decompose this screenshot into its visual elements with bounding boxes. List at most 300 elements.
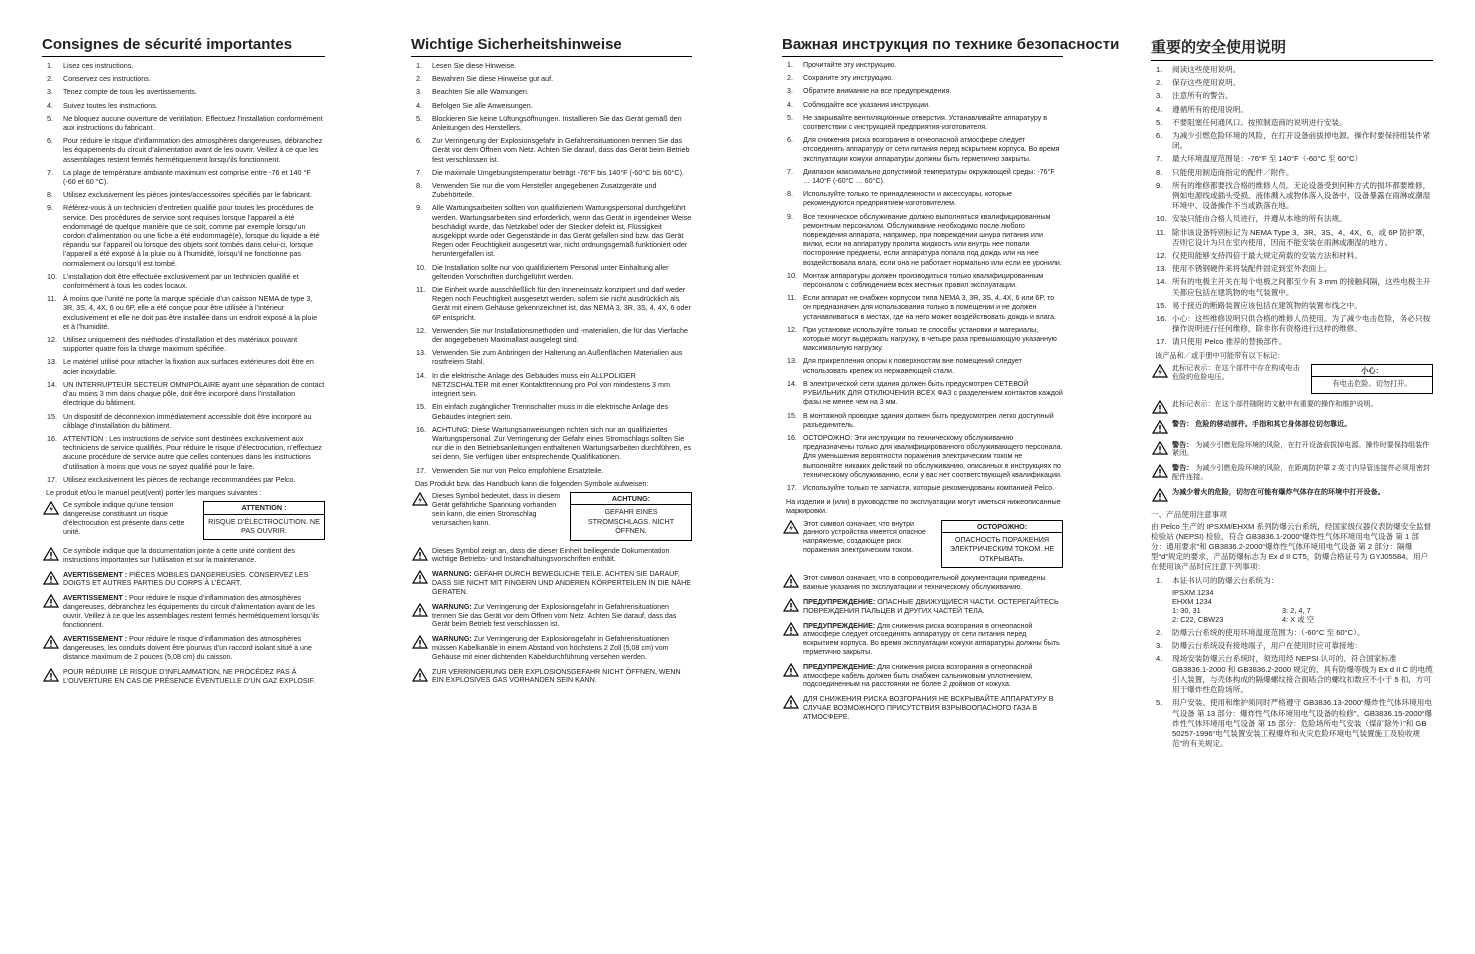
item-text: Conservez ces instructions. <box>63 74 151 84</box>
item-number: 11. <box>47 294 57 304</box>
item-number: 9. <box>416 203 422 213</box>
item-number: 6. <box>1156 131 1163 141</box>
item-number: 2. <box>47 74 53 84</box>
item-text: В электрической сети здания должен быть предусмотрен СЕТЕВОЙ РУБИЛЬНИК ДЛЯ ОТКЛЮЧЕНИЯ ВСЕХ ФАЗ с разделением контактов каждой фазы не менее чем на 3 мм. <box>803 379 1063 407</box>
item-number: 6. <box>47 136 53 146</box>
item-number: 12. <box>47 335 57 345</box>
column-french <box>42 36 325 941</box>
item-number: 5. <box>416 113 422 123</box>
item-number: 14. <box>47 379 57 389</box>
instruction-item <box>1151 314 1433 334</box>
model-code: 1: 30, 31 <box>1172 606 1201 616</box>
shock-symbol-note <box>1151 364 1305 382</box>
warning-notice <box>42 571 325 589</box>
item-text: Все техническое обслуживание должно выполняться квалифицированным ремонтным персоналом. Обслуживание необходимо после любого повреждения аппарата, например, при повреждении шнура питания или вилки, если на аппаратуру пролита жидкость или внутрь нее попали посторонние предметы, если аппаратура попала под дождь или на нее воздействовала влага, если она не работает нормально или если ее уронили. <box>803 212 1062 267</box>
item-number: 10. <box>787 271 797 280</box>
item-number: 1. <box>1156 575 1163 585</box>
caution-text: GEFAHR EINES STROMSCHLAGS. NICHT ÖFFNEN. <box>587 507 675 536</box>
item-number: 1. <box>47 61 53 70</box>
warning-label: 警告： <box>1172 419 1194 428</box>
safety-instructions-list <box>782 61 1063 493</box>
column-german <box>411 36 692 941</box>
shock-symbol-note <box>782 520 935 556</box>
warning-notice <box>1151 441 1433 459</box>
caution-label-box <box>941 520 1063 569</box>
instruction-item <box>1151 105 1433 115</box>
warning-text: Pour réduire le risque d’inflammation des atmosphères dangereuses, les conduits doivent être pourvus d’un raccord isolant situé à une distance maximum de 2 pouces (5,08 cm) du caisson. <box>63 635 312 661</box>
instruction-item <box>42 380 325 408</box>
instruction-item <box>411 136 692 164</box>
instruction-item <box>782 213 1063 268</box>
item-number: 5. <box>1156 117 1163 127</box>
symbols-intro: На изделии и (или) в руководстве по эксплуатации могут иметься нижеописанные маркировки. <box>786 497 1061 516</box>
shock-symbol-block <box>782 520 1063 569</box>
item-text: 除非该设备特别标记为 NEMA Type 3、3R、3S、4、4X、6、或 6P 防护罩，否则它设计为只在室内使用，因而不能安装在雨淋或潮湿的地方。 <box>1172 227 1430 247</box>
item-number: 4. <box>416 100 422 110</box>
item-number: 11. <box>416 285 426 295</box>
warning-notice <box>1151 464 1433 482</box>
item-number: 7. <box>787 167 793 176</box>
safety-instructions-list <box>1151 65 1433 348</box>
shock-symbol-text: Dieses Symbol bedeutet, dass in diesem Gerät gefährliche Spannung vorhanden sein kann, die einen Stromschlag verursachen kann. <box>432 491 561 527</box>
item-text: ATTENTION : Les instructions de service sont destinées exclusivement aux techniciens de service qualifiés. Pour réduire le risque d’électrocution, n’effectuez aucune procédure de service autre que celles contenues dans les instructions d’utilisation à moins que vous ne soyez qualifié pour le faire. <box>63 433 322 471</box>
item-number: 13. <box>787 357 797 366</box>
warning-label: AVERTISSEMENT : <box>63 635 128 644</box>
item-number: 17. <box>416 465 426 475</box>
item-number: 16. <box>47 433 57 443</box>
warning-notice <box>42 635 325 661</box>
instruction-item <box>411 74 692 83</box>
warning-text: ОПАСНЫЕ ДВИЖУЩИЕСЯ ЧАСТИ. ОСТЕРЕГАЙТЕСЬ ПОВРЕЖДЕНИЯ ПАЛЬЦЕВ И ДРУГИХ ЧАСТЕЙ ТЕЛА. <box>803 597 1059 615</box>
instruction-item <box>42 114 325 132</box>
usage-note-item <box>1151 654 1433 695</box>
item-text: Blockieren Sie keine Lüftungsöffnungen. Installieren Sie das Gerät gemäß den Anleitungen des Herstellers. <box>432 113 682 133</box>
item-number: 5. <box>47 113 53 123</box>
model-code: 4: X 或 空 <box>1282 615 1315 625</box>
section-title: Consignes de sécurité importantes <box>42 36 325 57</box>
instruction-item <box>411 114 692 132</box>
item-text: Не закрывайте вентиляционные отверстия. Устанавливайте аппаратуру в соответствии с инструкцией предприятия-изготовителя. <box>803 113 1047 132</box>
item-text: 只能使用制造商指定的配件／附件。 <box>1172 167 1294 177</box>
item-number: 9. <box>1156 180 1163 190</box>
item-number: 2. <box>416 74 422 84</box>
warning-label: AVERTISSEMENT : <box>63 594 128 603</box>
instruction-item <box>411 181 692 199</box>
model-code: 3: 2, 4, 7 <box>1282 606 1311 616</box>
instruction-item <box>42 294 325 331</box>
item-number: 17. <box>1156 337 1167 347</box>
item-text: Verwenden Sie nur von Pelco empfohlene Ersatzteile. <box>432 465 604 475</box>
warning-text: 为减少引燃危险环境的风险，在打开设备前拔掉电源。操作时要保持组装件紧闭。 <box>1172 440 1430 458</box>
item-number: 13. <box>47 357 57 367</box>
item-text: Сохраните эту инструкцию. <box>803 74 894 83</box>
warning-label: WARNUNG: <box>432 602 472 611</box>
item-number: 13. <box>1156 264 1167 274</box>
item-number: 8. <box>416 181 422 191</box>
instruction-item <box>782 272 1063 290</box>
instruction-item <box>411 61 692 70</box>
caution-title: 小心： <box>1312 366 1432 377</box>
item-number: 5. <box>1156 698 1163 708</box>
warning-notice <box>411 570 692 596</box>
item-text: Для прикрепления опоры к поверхностям вне помещений следует использовать крепеж из нержавеющей стали. <box>803 357 1022 375</box>
item-text: Bewahren Sie diese Hinweise gut auf. <box>432 74 554 84</box>
item-number: 6. <box>787 136 793 145</box>
item-text: ОСТОРОЖНО: Эти инструкции по техническому обслуживанию предназначены только для квалифицированного обслуживающего персонала. Для уменьшения вероятности поражения электрическим током не выполняйте никаких действий по обслуживанию, описанных в инструкциях по техническому обслуживанию, если у вас нет соответствующей квалификации. <box>803 433 1063 479</box>
warning-text: Для снижения риска возгорания в огнеопасной атмосфере следует отсоединять аппаратуру от сети питания перед вскрытием корпуса. Во время эксплуатации кожухи аппаратуры должны быть герметично закрыты. <box>803 621 1060 656</box>
instruction-item <box>782 357 1063 375</box>
instruction-item <box>782 412 1063 430</box>
warning-label: 警告： <box>1172 440 1194 449</box>
manual-symbol-note <box>782 574 1063 592</box>
item-text: Befolgen Sie alle Anweisungen. <box>432 100 533 110</box>
instruction-item <box>411 402 692 420</box>
item-text: 现场安装防爆云台系统时，须选用经 NEPSI 认可的、符合国家标准 GB3836.1-2000 和 GB3836.2-2000 规定的、具有防爆等级为 Ex d II C 的电缆引入装置，与壳体构成的隔爆螺纹接合面啮合的螺纹扣数应不小于 5 扣，方可用于爆炸性危险场所。 <box>1172 654 1433 695</box>
instruction-item <box>411 263 692 281</box>
instruction-item <box>42 272 325 290</box>
item-number: 15. <box>1156 300 1167 310</box>
item-text: Pour réduire le risque d’inflammation des atmosphères dangereuses, débranchez les équipements du circuit d’alimentation avant de les ouvrir. Veillez à ce que les assemblages restent fermés hermétiquement lorsqu’ils fonctionnent. <box>63 136 323 164</box>
item-text: L’installation doit être effectuée exclusivement par un technicien qualifié et conformément à tous les codes locaux. <box>63 271 299 291</box>
instruction-item <box>782 380 1063 408</box>
item-text: ACHTUNG: Diese Wartungsanweisungen richten sich nur an qualifiziertes Wartungspersonal. Zur Verringerung der Gefahr eines Stromschlags sollten Sie nur die in den Betriebsanleitungen enthaltenen Wartungsarbeiten durchführen, es sei denn, Sie verfügen über entsprechende Qualifikationen. <box>432 424 692 462</box>
item-number: 1. <box>1156 65 1163 74</box>
item-text: Соблюдайте все указания инструкции. <box>803 100 931 109</box>
item-number: 4. <box>787 100 793 109</box>
column-chinese <box>1151 36 1433 941</box>
item-text: Lesen Sie diese Hinweise. <box>432 61 517 70</box>
warning-text: 为减少引燃危险环境的风险，在距离防护罩 2 英寸内导管连接件必须用密封配件连接。 <box>1172 464 1431 482</box>
instruction-item <box>782 101 1063 110</box>
item-number: 1. <box>787 61 793 69</box>
item-text: Verwenden Sie nur Installationsmethoden und -materialien, die für das Vierfache der angegebenen Maximallast ausgelegt sind. <box>432 325 688 345</box>
instruction-item <box>42 475 325 484</box>
item-number: 14. <box>1156 277 1167 287</box>
instruction-item <box>411 348 692 366</box>
instruction-item <box>1151 251 1433 261</box>
model-list <box>1172 588 1433 624</box>
item-text: 易于接近的断路装置应该包括在建筑物的装置布线之中。 <box>1172 300 1362 310</box>
item-number: 15. <box>787 411 797 420</box>
instruction-item <box>1151 301 1433 311</box>
item-text: Utilisez exclusivement les pièces de rechange recommandées par Pelco. <box>63 474 296 484</box>
item-number: 17. <box>47 474 57 484</box>
shock-symbol-block <box>1151 364 1433 394</box>
item-number: 14. <box>416 370 426 380</box>
item-text: Используйте только те запчасти, которые рекомендованы компанией Pelco. <box>803 483 1055 492</box>
warning-label: 警告： <box>1172 464 1194 473</box>
usage-notes-list <box>1151 576 1433 749</box>
instruction-item <box>42 136 325 164</box>
instruction-item <box>782 61 1063 70</box>
warning-label: ПРЕДУПРЕЖДЕНИЕ: <box>803 597 876 606</box>
warning-notice <box>42 668 325 686</box>
item-text: Die Einheit wurde ausschließlich für den Inneneinsatz konzipiert und darf weder Regen noch Feuchtigkeit ausgesetzt werden, sofern sie nicht ausdrücklich als Gerät mit einem Gehäuse gekennzeichnet ist, das NEMA 3, 3R, 3S, 4, 4X, 6 oder 6P entspricht. <box>432 285 691 322</box>
item-number: 7. <box>1156 154 1163 164</box>
item-number: 12. <box>1156 251 1167 261</box>
symbols-intro: Le produit et/ou le manuel peut(vent) porter les marques suivantes : <box>46 487 262 497</box>
item-number: 11. <box>1156 227 1166 237</box>
model-code: 2: C22, CBW23 <box>1172 615 1224 625</box>
usage-notes-paragraph: 由 Pelco 生产的 IPSXM/EHXM 系列防爆云台系统，经国家级仪器仪表防爆安全监督检验站 (NEPSI) 检验，符合 GB3836.1-2000“爆炸性气体环境用电气设备 第 1 部分：通用要求”和 GB3836.2-2000“爆炸性气体环境用电气设备 第 2 部分：隔爆型“d”规定的要求，产品防爆标志为 Ex d II CT5，防爆合格证号为 GYJ05584。用户在使用该产品时应注意下列事项： <box>1151 521 1432 571</box>
warning-text: Zur Verringerung der Explosionsgefahr in Gefahrensituationen müssen Kabelkanäle in einem Abstand von höchstens 2 Zoll (5,08 cm) vom Gehäuse mit einer dichtenden Kabeldurchführung versehen werden. <box>432 635 669 661</box>
item-text: Alle Wartungsarbeiten sollten von qualifiziertem Wartungspersonal durchgeführt werden. Wartungsarbeiten sind erforderlich, wenn das Gerät in irgendeiner Weise beschädigt wurde, das Netzkabel oder der Stecker defekt ist, Flüssigkeit ausgekippt wurde oder Gegenstände in das Gerät gefallen sind bzw. das Gerät Regen oder Feuchtigkeit ausgesetzt war, nicht ordnungsgemäß funktioniert oder heruntergefallen ist. <box>432 203 692 259</box>
item-text: Die Installation sollte nur von qualifiziertem Personal unter Einhaltung aller geltenden Vorschriften durchgeführt werden. <box>432 262 669 281</box>
manual-symbol-note <box>1151 400 1433 414</box>
item-text: Utilisez uniquement des méthodes d’installation et des matériaux pouvant supporter quatre fois la charge maximum spécifiée. <box>63 335 298 354</box>
item-text: 所有的电极主开关在每个电极之间都至少有 3 mm 的接触间隔，这些电极主开关都应包括在建筑物的电气装置中。 <box>1172 277 1431 297</box>
caution-label-box <box>203 501 325 540</box>
item-number: 4. <box>1156 654 1163 664</box>
usage-note-item <box>1151 698 1433 749</box>
warning-text: 危险的移动部件。手指和其它身体部位切勿靠近。 <box>1195 419 1352 428</box>
instruction-item <box>411 466 692 475</box>
warning-label: WARNUNG: <box>432 570 472 579</box>
warning-text: PIÈCES MOBILES DANGEREUSES. CONSERVEZ LES DOIGTS ET AUTRES PARTIES DU CORPS À L’ÉCART. <box>63 570 309 588</box>
shock-symbol-text: Этот символ означает, что внутри данного устройства имеется опасное напряжение, создающее риск поражения электрическим током. <box>803 519 926 555</box>
instruction-item <box>782 190 1063 208</box>
instruction-item <box>782 168 1063 186</box>
item-number: 5. <box>787 113 793 122</box>
warning-label: ПРЕДУПРЕЖДЕНИЕ: <box>803 662 876 671</box>
instruction-item <box>42 203 325 267</box>
item-number: 14. <box>787 379 797 388</box>
item-text: La plage de température ambiante maximum est comprise entre -76 et 140 °F (-60 et 60 °C). <box>63 167 311 187</box>
item-text: 保存这些使用说明。 <box>1172 78 1241 88</box>
shock-symbol-block <box>411 492 692 541</box>
instruction-item <box>1151 228 1433 248</box>
warning-notice <box>42 594 325 629</box>
item-text: 请只使用 Pelco 推荐的替换部件。 <box>1172 337 1287 347</box>
instruction-item <box>1151 65 1433 75</box>
item-number: 13. <box>416 348 426 358</box>
symbols-intro: Das Produkt bzw. das Handbuch kann die folgenden Symbole aufweisen: <box>415 478 649 488</box>
instruction-item <box>782 326 1063 354</box>
item-text: 为减少引燃危险环境的风险，在打开设备前拔掉电源。操作时要保持组装件紧闭。 <box>1172 131 1431 151</box>
item-number: 1. <box>416 61 422 70</box>
item-text: Beachten Sie alle Warnungen. <box>432 87 529 97</box>
item-text: Для снижения риска возгорания в огнеопасной атмосфере следует отсоединять аппаратуру от сети питания перед вскрытием корпуса. Во время эксплуатации кожухи аппаратуры должны быть герметично закрыты. <box>803 136 1060 163</box>
instruction-item <box>411 371 692 399</box>
item-number: 9. <box>787 212 793 221</box>
instruction-item <box>1151 277 1433 297</box>
item-number: 2. <box>1156 78 1163 88</box>
warning-text: GEFAHR DURCH BEWEGLICHE TEILE. ACHTEN SIE DARAUF, DASS SIE NICHT MIT FINGERN UND ANDEREN KÖRPERTEILEN IN DIE NÄHE GERATEN. <box>432 570 691 596</box>
instruction-item <box>1151 91 1433 101</box>
warning-notice <box>411 603 692 629</box>
item-number: 11. <box>787 294 797 303</box>
warning-text: Zur Verringerung der Explosionsgefahr in Gefahrensituationen trennen Sie das Gerät vor dem Öffnen vom Netz. Achten Sie darauf, dass das Gerät beim Betrieb fest verschlossen ist. <box>432 602 677 629</box>
instruction-item <box>411 101 692 110</box>
shock-symbol-note <box>42 501 197 537</box>
instruction-item <box>1151 78 1433 88</box>
instruction-item <box>1151 118 1433 128</box>
instruction-item <box>782 74 1063 83</box>
warning-notice <box>1151 420 1433 435</box>
item-number: 3. <box>1156 641 1163 651</box>
caution-text: ОПАСНОСТЬ ПОРАЖЕНИЯ ЭЛЕКТРИЧЕСКИМ ТОКОМ. НЕ ОТКРЫВАТЬ. <box>949 534 1055 563</box>
item-number: 12. <box>787 325 797 334</box>
item-text: При установке используйте только те способы установки и материалы, которые могут выдержать нагрузку, в четыре раза превышающую указанную максимальную нагрузку. <box>803 325 1057 353</box>
item-text: 本证书认可的防爆云台系统为： <box>1172 575 1279 585</box>
warning-text: 为减少着火的危险，切勿在可能有爆炸气体存在的环境中打开设备。 <box>1172 487 1385 496</box>
instruction-item <box>782 136 1063 164</box>
warning-label: WARNUNG: <box>432 635 472 644</box>
item-text: Используйте только те принадлежности и аксессуары, которые рекомендуются предприятием-изготовителем. <box>803 190 1013 208</box>
item-text: In die elektrische Anlage des Gebäudes muss ein ALLPOLIGER NETZSCHALTER mit einer Kontakttrennung pro Pol von mindestens 3 mm integriert sein. <box>432 370 670 399</box>
item-text: 使用不锈钢硬件来将装配件固定到室外表面上。 <box>1172 264 1332 274</box>
warning-text: POUR RÉDUIRE LE RISQUE D’INFLAMMATION, NE PROCÉDEZ PAS À L’OUVERTURE EN CAS DE PRÉSENCE ÉVENTUELLE D’UN GAZ EXPLOSIF. <box>63 667 316 685</box>
instruction-item <box>42 434 325 471</box>
item-number: 7. <box>47 167 53 177</box>
model-a: IPSXM 1234 <box>1172 588 1214 598</box>
item-number: 6. <box>416 136 422 146</box>
item-number: 3. <box>787 87 793 96</box>
instruction-item <box>1151 181 1433 212</box>
item-number: 12. <box>416 325 426 335</box>
item-number: 3. <box>47 87 53 97</box>
item-number: 15. <box>416 402 426 412</box>
instruction-item <box>42 190 325 199</box>
instruction-item <box>782 294 1063 322</box>
item-text: Ein einfach zugänglicher Trennschalter muss in die elektrische Anlage des Gebäudes integriert sein. <box>432 402 669 421</box>
caution-label-box <box>570 492 692 541</box>
warning-label: ПРЕДУПРЕЖДЕНИЕ: <box>803 621 876 630</box>
instruction-item <box>1151 168 1433 178</box>
section-title: 重要的安全使用说明 <box>1151 36 1433 61</box>
instruction-item <box>42 357 325 375</box>
manual-symbol-text: Dieses Symbol zeigt an, dass die dieser Einheit beiliegende Dokumentation wichtige Betriebs- und Instandhaltungsvorschriften enthält. <box>432 546 670 564</box>
item-text: Диапазон максимально допустимой температуры окружающей среды: -76°F … 140°F (-60°C … 60°C). <box>803 167 1055 186</box>
shock-symbol-block <box>42 501 325 541</box>
item-number: 16. <box>1156 314 1167 324</box>
item-number: 9. <box>47 203 53 213</box>
warning-label: AVERTISSEMENT : <box>63 570 128 579</box>
item-text: Ne bloquez aucune ouverture de ventilation. Effectuez l’installation conformément aux instructions du fabricant. <box>63 113 323 133</box>
item-number: 15. <box>47 411 57 421</box>
item-number: 3. <box>416 87 422 97</box>
caution-title: ОСТОРОЖНО: <box>942 522 1062 533</box>
shock-symbol-text: 此标记表示：在这个部件中存在构成电击危险的危险电压。 <box>1172 363 1300 381</box>
model-row <box>1172 606 1433 615</box>
warning-notice <box>782 598 1063 616</box>
item-text: 阅读这些使用说明。 <box>1172 65 1241 74</box>
item-number: 2. <box>1156 628 1163 638</box>
instruction-item <box>411 203 692 258</box>
manual-symbol-note <box>411 547 692 565</box>
instruction-item <box>42 61 325 70</box>
item-number: 8. <box>787 190 793 199</box>
instruction-item <box>1151 154 1433 164</box>
item-text: UN INTERRUPTEUR SECTEUR OMNIPOLAIRE ayant une séparation de contact d’au moins 3 mm dans chaque pôle, doit être incorporé dans l’installation électrique du bâtiment. <box>63 379 325 408</box>
instruction-item <box>42 168 325 186</box>
instruction-item <box>782 434 1063 480</box>
caution-text: RISQUE D’ÉLECTROCUTION. NE PAS OUVRIR. <box>208 516 320 535</box>
symbols-intro: 该产品和／或手册中可能带有以下标记： <box>1155 350 1285 360</box>
item-text: 最大环境温度范围是：-76°F 至 140°F（-60°C 至 60°C） <box>1172 154 1363 164</box>
item-number: 10. <box>1156 214 1167 224</box>
item-text: Если аппарат не снабжен корпусом типа NEMA 3, 3R, 3S, 4, 4X, 6 или 6P, то он предназначен для использования только в помещении и не должен устанавливаться в местах, где на него может воздействовать дождь и влага. <box>803 294 1057 321</box>
item-text: В монтажной проводке здания должен быть предусмотрен легко доступный разъединитель. <box>803 411 1054 429</box>
instruction-item <box>782 484 1063 493</box>
caution-title: ACHTUNG: <box>571 494 691 505</box>
warning-notice <box>782 695 1063 721</box>
instruction-item <box>411 168 692 177</box>
safety-instructions-list <box>411 61 692 475</box>
instruction-item <box>42 101 325 110</box>
usage-note-item <box>1151 576 1433 624</box>
manual-symbol-text: Ce symbole indique que la documentation jointe à cette unité contient des instructions importantes sur l’utilisation et sur la maintenance. <box>63 546 295 564</box>
warning-text: ДЛЯ СНИЖЕНИЯ РИСКА ВОЗГОРАНИЯ НЕ ВСКРЫВАЙТЕ АППАРАТУРУ В СЛУЧАЕ ВОЗМОЖНОГО ПРИСУТСТВИЯ ВЗРЫВООПАСНОГО ГАЗА В АТМОСФЕРЕ. <box>803 695 1054 721</box>
manual-symbol-text: 此标记表示：在这个部件随附的文献中有重要的操作和维护说明。 <box>1172 399 1378 408</box>
item-text: 不要阻塞任何通风口。按照制造商的说明进行安装。 <box>1172 117 1347 127</box>
item-text: Die maximale Umgebungstemperatur beträgt -76°F bis 140°F (-60°C bis 60°C). <box>432 167 684 177</box>
instruction-item <box>782 87 1063 96</box>
instruction-item <box>411 87 692 96</box>
caution-label-box <box>1311 364 1433 394</box>
item-number: 16. <box>416 424 426 434</box>
warning-notice <box>411 668 692 686</box>
shock-symbol-note <box>411 492 564 528</box>
warning-text: Для снижения риска возгорания в огнеопасной атмосфере кабель должен быть снабжен сальниковым уплотнением, подсоединенным на расстоянии не более 2 дюймов от кожуха. <box>803 662 1033 689</box>
section-title: Важная инструкция по технике безопасности <box>782 36 1063 57</box>
item-text: Обратите внимание на все предупреждения. <box>803 87 952 96</box>
instruction-item <box>1151 214 1433 224</box>
item-number: 16. <box>787 433 797 442</box>
instruction-item <box>411 425 692 462</box>
item-text: Zur Verringerung der Explosionsgefahr in Gefahrensituationen trennen Sie das Gerät vor dem Öffnen vom Netz. Achten Sie darauf, dass das Gerät beim Betrieb fest verschlossen ist. <box>432 136 690 164</box>
item-text: Utilisez exclusivement les pièces jointes/accessoires spécifiés par le fabricant. <box>63 190 312 200</box>
instruction-item <box>782 114 1063 132</box>
caution-title: ATTENTION : <box>204 503 324 514</box>
item-number: 10. <box>416 262 426 272</box>
item-number: 10. <box>47 271 57 281</box>
instruction-item <box>411 326 692 344</box>
caution-text: 有电击危险。切勿打开。 <box>1332 379 1412 389</box>
item-text: 所有的维修都要找合格的维修人员。无论设备受到何种方式的损坏都要维修，例如电源线或插头受损、液体溅入或物体落入设备中、设备暴露在雨淋或潮湿环境中、设备操作不当或跌落在地。 <box>1172 180 1431 211</box>
warning-notice <box>782 622 1063 657</box>
model-row <box>1172 615 1433 624</box>
item-text: À moins que l’unité ne porte la marque spéciale d’un caisson NEMA de type 3, 3R, 3S, 4, 4X, 6 ou 6P, elle a été conçue pour être utilisée à l’intérieur exclusivement et elle ne doit pas être installée dans un endroit exposé à la pluie et à l’humidité. <box>63 294 318 331</box>
item-text: 仅使用能够支持四倍于最大规定荷载的安装方法和材料。 <box>1172 251 1362 261</box>
instruction-item <box>1151 131 1433 151</box>
item-number: 4. <box>1156 104 1163 114</box>
item-text: 安装只能由合格人员进行，并遵从本地的所有法规。 <box>1172 214 1347 224</box>
instruction-item <box>42 74 325 83</box>
warning-text: Pour réduire le risque d’inflammation des atmosphères dangereuses, débranchez les équipements du circuit d’alimentation avant de les ouvrir. Veillez à ce que les assemblages restent fermés hermétiquement lorsqu’ils fonctionnent. <box>63 594 319 629</box>
item-text: 用户安装、使用和维护须同时严格遵守 GB3836.13-2000“爆炸性气体环境用电气设备 第 13 部分：爆炸性气体环境用电气设备的检修”、GB3836.15-2000“爆炸性气体环境用电气设备 第 15 部分：危险场所电气安装（煤矿除外）”和 GB 50257-1996“电气装置安装工程爆炸和火灾危险环境电气装置施工及验收规范”的有关规定。 <box>1172 698 1432 749</box>
item-text: 防爆云台系统的使用环境温度范围为：（-60°C 至 60°C）。 <box>1172 628 1365 638</box>
warning-text: ZUR VERRINGERUNG DER EXPLOSIONSGEFAHR NICHT ÖFFNEN, WENN EIN EXPLOSIVES GAS VORHANDEN SEIN KANN. <box>432 667 681 685</box>
section-title: Wichtige Sicherheitshinweise <box>411 36 692 57</box>
item-text: 遵循所有的使用说明。 <box>1172 104 1248 114</box>
instruction-item <box>42 335 325 353</box>
item-text: Монтаж аппаратуры должен производиться только квалифицированным персоналом с соблюдением всех местных правил эксплуатации. <box>803 271 1044 290</box>
usage-note-item <box>1151 641 1433 651</box>
manual-symbol-note <box>42 547 325 565</box>
instruction-item <box>42 87 325 96</box>
usage-notes-heading: 一、产品使用注意事项 <box>1151 509 1227 519</box>
instruction-item <box>411 285 692 322</box>
item-number: 3. <box>1156 91 1163 101</box>
item-text: 注意所有的警告。 <box>1172 91 1233 101</box>
warning-notice <box>411 635 692 661</box>
warning-notice <box>1151 488 1433 503</box>
manual-symbol-text: Этот символ означает, что в сопроводительной документации приведены важные указания по эксплуатации и техническому обслуживанию. <box>803 574 1046 592</box>
item-text: 防爆云台系统设有接地端子，用户在使用时应可靠接地： <box>1172 641 1362 651</box>
item-number: 7. <box>416 167 422 177</box>
item-text: Le matériel utilisé pour attacher la fixation aux surfaces extérieures doit être en acier inoxydable. <box>63 357 314 376</box>
